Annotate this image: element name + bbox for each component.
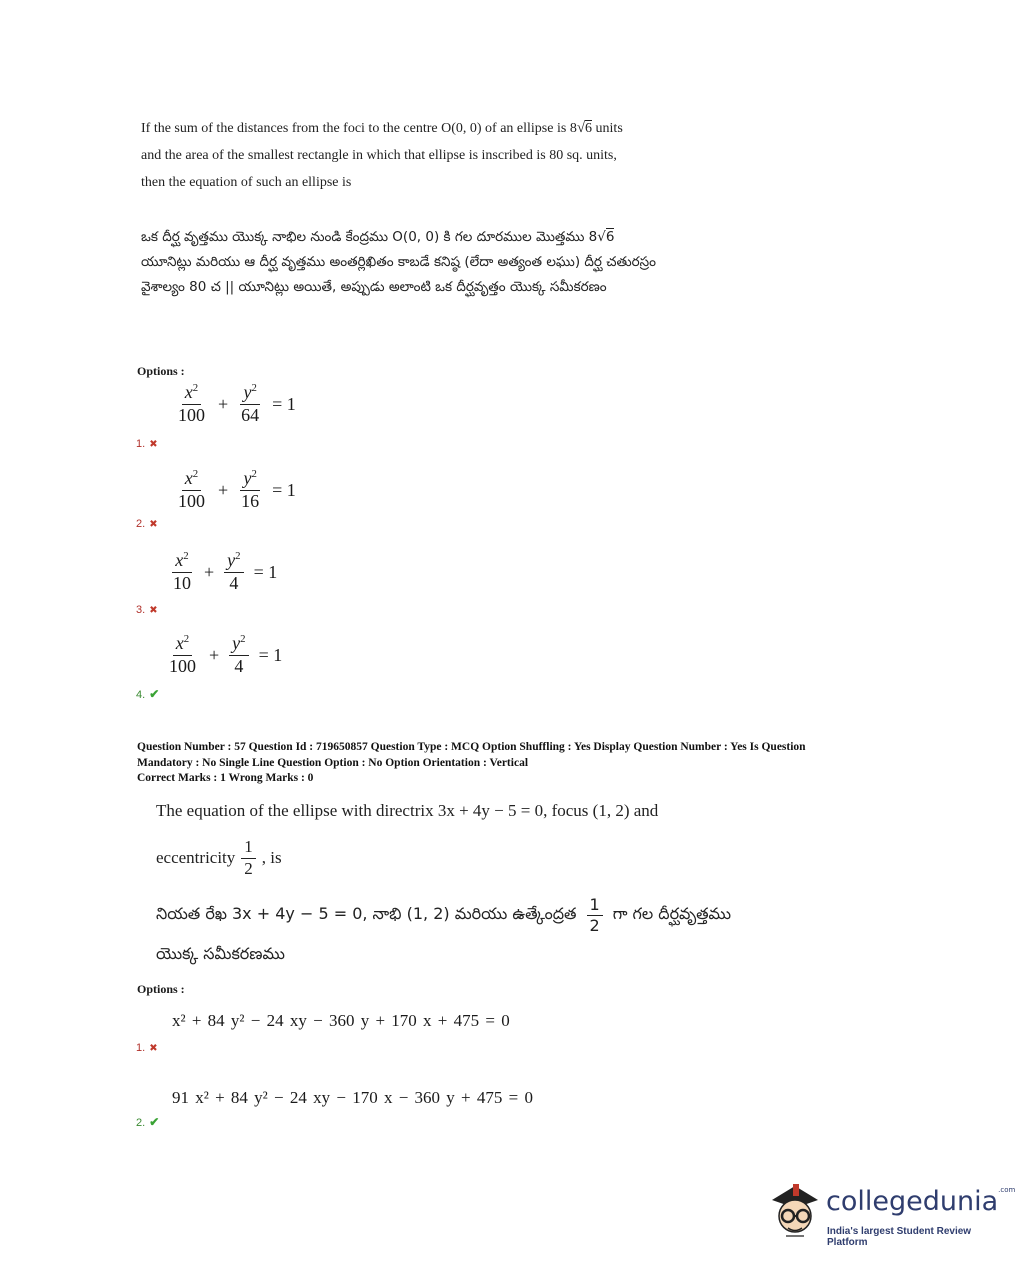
q2-option-1-marker[interactable]: 1. ✖ <box>136 1042 158 1054</box>
q1-option-1-equation: $\frac{x^2}{100}$ + $\frac{y^2}{64}$ = 1 <box>178 382 296 425</box>
q1-option-3-marker[interactable]: 3. ✖ <box>136 604 158 616</box>
question2-english-line1: The equation of the ellipse with directrix 3x + 4y − 5 = 0, focus (1, 2) and <box>156 801 659 820</box>
q2-option-2-equation: 91 x² + 84 y² − 24 xy − 170 x − 360 y + 475 = 0 <box>172 1088 533 1107</box>
question1-line2: and the area of the smallest rectangle in which that ellipse is inscribed is 80 sq. units, <box>141 148 617 163</box>
cross-icon: ✖ <box>149 605 158 616</box>
eccentricity-fraction-te: $\frac{1}{2}$ <box>587 896 603 934</box>
q1-option-4-marker[interactable]: 4. ✔ <box>136 687 160 701</box>
q1-option-4-equation: $\frac{x^2}{100}$ + $\frac{y^2}{4}$ = 1 <box>169 633 283 676</box>
brand-name: collegedunia <box>826 1186 999 1217</box>
cross-icon: ✖ <box>149 1043 158 1054</box>
question1-telugu <box>141 225 761 300</box>
question2-meta <box>137 740 897 787</box>
options-label: Options : <box>137 364 185 378</box>
cross-icon: ✖ <box>149 439 158 450</box>
question2-telugu-line2: యొక్క సమీకరణము <box>156 944 285 963</box>
question1-te-line3: వైశాల్యం 80 చ || యూనిట్లు అయితే, అప్పుడు అలాంటి ఒక దీర్ఘవృత్తం యొక్క సమీకరణం <box>141 279 607 295</box>
options-label-2: Options : <box>137 982 185 996</box>
eccentricity-fraction: $\frac{1}{2}$ <box>241 838 256 878</box>
cross-icon: ✖ <box>149 519 158 530</box>
question1-te-line2: యూనిట్లు మరియు ఆ దీర్ఘ వృత్తము అంతర్లిఖితం కాబడే కనిష్ఠ (లేదా అత్యంత లఘు) దీర్ఘ చతురస్రం <box>141 254 656 270</box>
q1-option-3-equation: $\frac{x^2}{10}$ + $\frac{y^2}{4}$ = 1 <box>173 550 278 593</box>
q2-option-2-marker[interactable]: 2. ✔ <box>136 1115 160 1129</box>
question2-telugu-line1: నియత రేఖ 3x + 4y − 5 = 0, నాభి (1, 2) మరియు ఉత్కేంద్రత $\frac{1}{2}$ గా గల దీర్ఘవృత్తము <box>156 895 732 935</box>
meta-line-1: Question Number : 57 Question Id : 719650857 Question Type : MCQ Option Shuffling : Yes Display Question Number : Yes Is Question <box>137 741 806 753</box>
meta-line-2: Mandatory : No Single Line Question Option : No Option Orientation : Vertical <box>137 756 529 769</box>
collegedunia-logo[interactable] <box>766 1178 1016 1248</box>
q2-option-1-equation: x² + 84 y² − 24 xy − 360 y + 170 x + 475 = 0 <box>172 1011 510 1030</box>
brand-tagline: India's largest Student Review Platform <box>827 1226 972 1248</box>
question1-te-line1: ఒక దీర్ఘ వృత్తము యొక్క నాభిల నుండి కేంద్రము O(0, 0) కి గల దూరముల మొత్తము 8√6 <box>141 229 615 245</box>
mascot-icon <box>766 1178 824 1244</box>
q1-option-1-marker[interactable]: 1. ✖ <box>136 438 158 450</box>
question1-line1: If the sum of the distances from the foci to the centre O(0, 0) of an ellipse is 8√6 units <box>141 120 623 136</box>
question1-english <box>141 115 761 196</box>
q1-option-2-equation: $\frac{x^2}{100}$ + $\frac{y^2}{16}$ = 1 <box>178 468 296 511</box>
question1-line3: then the equation of such an ellipse is <box>141 175 352 190</box>
q1-option-2-marker[interactable]: 2. ✖ <box>136 518 158 530</box>
question2-english-line2: eccentricity $\frac{1}{2}$ , is <box>156 837 282 878</box>
checkmark-icon: ✔ <box>149 1115 160 1129</box>
brand-suffix: .com <box>998 1186 1016 1194</box>
radical-expression: 8√6 <box>569 120 593 136</box>
checkmark-icon: ✔ <box>149 687 160 701</box>
meta-line-3: Correct Marks : 1 Wrong Marks : 0 <box>137 772 314 784</box>
